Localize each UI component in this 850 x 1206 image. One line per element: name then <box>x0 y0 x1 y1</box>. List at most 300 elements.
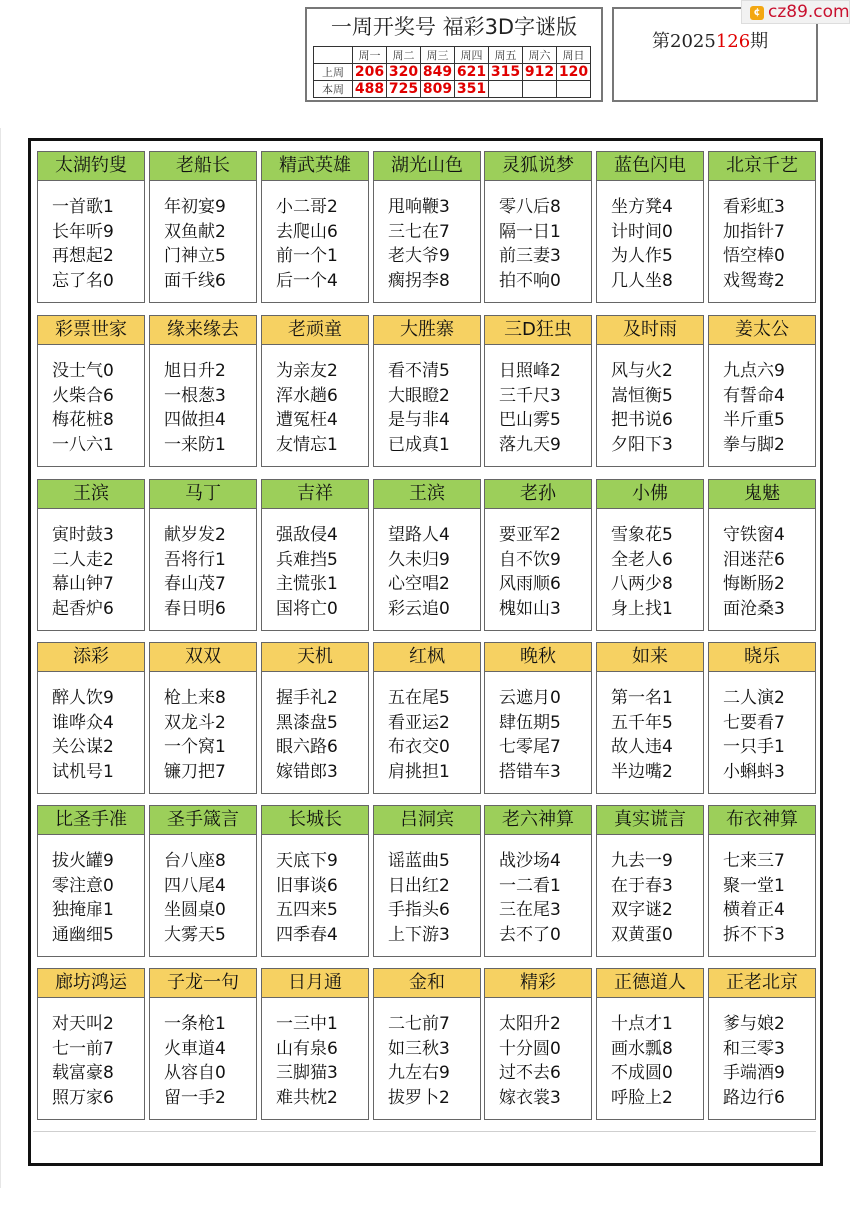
riddle-line: 试机号1 <box>52 761 114 782</box>
riddle-lines <box>150 998 256 1110</box>
riddle-lines <box>485 509 591 621</box>
card-author: 子龙一句 <box>150 969 256 998</box>
day-header: 周四 <box>455 47 489 64</box>
puzzle-card <box>373 805 481 957</box>
puzzle-card <box>708 315 816 467</box>
riddle-line: 爹与娘2 <box>723 1014 785 1034</box>
riddle-line: 计时间0 <box>611 221 673 242</box>
puzzle-card <box>708 479 816 631</box>
card-author: 比圣手准 <box>38 806 144 835</box>
puzzle-card <box>596 479 704 631</box>
result-value: 621 <box>455 64 489 81</box>
riddle-line: 嫁错郎3 <box>276 761 338 782</box>
riddle-line: 兵难挡5 <box>276 549 338 570</box>
puzzle-card <box>373 642 481 794</box>
day-header: 周日 <box>557 47 591 64</box>
card-author: 吉祥 <box>262 480 368 509</box>
riddle-line: 风雨顺6 <box>499 574 561 594</box>
riddle-line: 小二哥2 <box>276 197 338 217</box>
riddle-lines <box>374 998 480 1110</box>
riddle-line: 十点才1 <box>611 1014 673 1034</box>
riddle-line: 五千年5 <box>611 712 673 733</box>
riddle-line: 吾将行1 <box>164 549 226 570</box>
puzzle-card <box>37 805 145 957</box>
riddle-line: 过不去6 <box>499 1063 561 1083</box>
riddle-lines <box>150 672 256 784</box>
riddle-lines <box>38 345 144 457</box>
riddle-line: 二七前7 <box>388 1014 450 1034</box>
result-value <box>489 81 523 98</box>
riddle-line: 隔一日1 <box>499 221 561 242</box>
riddle-line: 画水瓢8 <box>611 1038 673 1059</box>
riddle-lines <box>38 998 144 1110</box>
riddle-line: 国将亡0 <box>276 598 338 619</box>
riddle-lines <box>597 181 703 293</box>
riddle-lines <box>374 181 480 293</box>
riddle-lines <box>38 181 144 293</box>
riddle-line: 从容自0 <box>164 1063 226 1083</box>
puzzle-card <box>37 479 145 631</box>
riddle-line: 风与火2 <box>611 361 673 381</box>
riddle-line: 坐方凳4 <box>611 197 673 217</box>
result-value <box>523 81 557 98</box>
issue-number <box>652 27 768 53</box>
puzzle-card <box>484 642 592 794</box>
riddle-line: 七零尾7 <box>499 737 561 757</box>
riddle-line: 四八尾4 <box>164 875 226 896</box>
riddle-line: 身上找1 <box>611 598 673 619</box>
riddle-line: 大雾天5 <box>164 924 226 945</box>
card-author: 鬼魅 <box>709 480 815 509</box>
riddle-lines <box>38 509 144 621</box>
riddle-line: 把书说6 <box>611 410 673 430</box>
riddle-line: 槐如山3 <box>499 598 561 619</box>
card-author: 圣手箴言 <box>150 806 256 835</box>
riddle-lines <box>374 345 480 457</box>
riddle-line: 门神立5 <box>164 246 226 266</box>
riddle-line: 九左右9 <box>388 1063 450 1083</box>
puzzle-card <box>708 642 816 794</box>
riddle-line: 遭冤枉4 <box>276 410 338 430</box>
riddle-line: 在于春3 <box>611 875 673 896</box>
riddle-line: 看亚运2 <box>388 712 450 733</box>
card-author: 灵狐说梦 <box>485 152 591 181</box>
riddle-line: 一来防1 <box>164 434 226 455</box>
puzzle-card <box>373 315 481 467</box>
riddle-line: 十分圆0 <box>499 1038 561 1059</box>
riddle-lines <box>150 345 256 457</box>
day-header: 周二 <box>387 47 421 64</box>
riddle-line: 献岁发2 <box>164 525 226 545</box>
riddle-line: 半斤重5 <box>723 410 785 430</box>
puzzle-card <box>37 642 145 794</box>
puzzle-card <box>373 968 481 1120</box>
riddle-line: 已成真1 <box>388 434 450 455</box>
riddle-lines <box>709 672 815 784</box>
riddle-line: 望路人4 <box>388 525 450 545</box>
riddle-line: 和三零3 <box>723 1038 785 1059</box>
riddle-lines <box>709 509 815 621</box>
corner-cell <box>314 47 353 64</box>
riddle-line: 长年听9 <box>52 221 114 242</box>
riddle-line: 一三中1 <box>276 1014 338 1034</box>
riddle-line: 加指针7 <box>723 221 785 242</box>
riddle-line: 再想起2 <box>52 246 114 266</box>
divider-line <box>33 1131 816 1132</box>
riddle-lines <box>374 509 480 621</box>
riddle-line: 照万家6 <box>52 1087 114 1108</box>
riddle-line: 忘了名0 <box>52 270 114 291</box>
site-watermark[interactable] <box>741 0 850 24</box>
riddle-line: 九点六9 <box>723 361 785 381</box>
card-author: 红枫 <box>374 643 480 672</box>
result-value: 315 <box>489 64 523 81</box>
riddle-lines <box>485 998 591 1110</box>
riddle-line: 三在尾3 <box>499 900 561 920</box>
riddle-line: 有誓命4 <box>723 385 785 406</box>
riddle-line: 一首歌1 <box>52 197 114 217</box>
riddle-line: 主慌张1 <box>276 574 338 594</box>
riddle-line: 是与非4 <box>388 410 450 430</box>
riddle-line: 大眼瞪2 <box>388 385 450 406</box>
riddle-line: 去不了0 <box>499 924 561 945</box>
puzzle-card <box>484 805 592 957</box>
riddle-line: 天底下9 <box>276 851 338 871</box>
riddle-line: 寅时鼓3 <box>52 525 114 545</box>
riddle-line: 面沧桑3 <box>723 598 785 619</box>
riddle-line: 聚一堂1 <box>723 875 785 896</box>
riddle-line: 旭日升2 <box>164 361 226 381</box>
puzzle-card <box>596 315 704 467</box>
puzzle-card <box>708 805 816 957</box>
card-author: 太湖钓叟 <box>38 152 144 181</box>
card-author: 精武英雄 <box>262 152 368 181</box>
day-header: 周六 <box>523 47 557 64</box>
riddle-line: 前三妻3 <box>499 246 561 266</box>
riddle-line: 春山茂7 <box>164 574 226 594</box>
riddle-line: 幕山钟7 <box>52 574 114 594</box>
riddle-line: 独掩扉1 <box>52 900 114 920</box>
this-week-row <box>314 81 591 98</box>
riddle-line: 如三秋3 <box>388 1038 450 1059</box>
riddle-line: 嫁衣裳3 <box>499 1087 561 1108</box>
riddle-line: 日出红2 <box>388 875 450 896</box>
riddle-line: 看彩虹3 <box>723 197 785 217</box>
riddle-line: 悟空棒0 <box>723 246 785 266</box>
riddle-lines <box>485 835 591 947</box>
row-label: 本周 <box>314 81 353 98</box>
riddle-line: 横着正4 <box>723 900 785 920</box>
panel-title: 一周开奖号 福彩3D字谜版 <box>330 15 578 39</box>
riddle-line: 悔断肠2 <box>723 574 785 594</box>
results-table <box>313 46 591 98</box>
card-author: 大胜寨 <box>374 316 480 345</box>
result-value: 725 <box>387 81 421 98</box>
riddle-lines <box>150 509 256 621</box>
riddle-line: 一根葱3 <box>164 385 226 406</box>
riddle-lines <box>709 835 815 947</box>
riddle-line: 关公谋2 <box>52 737 114 757</box>
card-author: 湖光山色 <box>374 152 480 181</box>
result-value: 488 <box>353 81 387 98</box>
riddle-line: 甩响鞭3 <box>388 197 450 217</box>
riddle-lines <box>38 672 144 784</box>
riddle-line: 拔罗卜2 <box>388 1087 450 1108</box>
riddle-line: 载富豪8 <box>52 1063 114 1083</box>
puzzle-card <box>484 151 592 303</box>
puzzle-card <box>261 315 369 467</box>
puzzle-card <box>37 968 145 1120</box>
card-author: 如来 <box>597 643 703 672</box>
riddle-lines <box>597 509 703 621</box>
riddle-line: 对天叫2 <box>52 1014 114 1034</box>
riddle-line: 七来三7 <box>723 851 785 871</box>
riddle-line: 手端酒9 <box>723 1063 785 1083</box>
puzzle-card <box>261 479 369 631</box>
riddle-line: 手指头6 <box>388 900 450 920</box>
riddle-line: 呼脸上2 <box>611 1087 673 1108</box>
card-author: 老船长 <box>150 152 256 181</box>
riddle-line: 雪象花5 <box>611 525 673 545</box>
riddle-line: 一条枪1 <box>164 1014 226 1034</box>
riddle-line: 守铁窗4 <box>723 525 785 545</box>
card-author: 蓝色闪电 <box>597 152 703 181</box>
riddle-line: 三七在7 <box>388 221 450 242</box>
riddle-line: 台八座8 <box>164 851 226 871</box>
puzzle-card <box>373 479 481 631</box>
riddle-lines <box>597 998 703 1110</box>
riddle-line: 一只手1 <box>723 737 785 757</box>
riddle-line: 不成圆0 <box>611 1063 673 1083</box>
issue-suffix: 期 <box>750 31 769 52</box>
riddle-line: 友情忘1 <box>276 434 338 455</box>
riddle-lines <box>597 672 703 784</box>
puzzle-card <box>596 805 704 957</box>
card-author: 真实谎言 <box>597 806 703 835</box>
riddle-line: 三千尺3 <box>499 385 561 406</box>
riddle-lines <box>709 345 815 457</box>
riddle-lines <box>262 345 368 457</box>
riddle-line: 拳与脚2 <box>723 434 785 455</box>
riddle-line: 夕阳下3 <box>611 434 673 455</box>
weekly-results-panel <box>305 7 603 102</box>
riddle-line: 战沙场4 <box>499 851 561 871</box>
riddle-line: 瘸拐李8 <box>388 270 450 291</box>
result-value: 120 <box>557 64 591 81</box>
riddle-lines <box>597 345 703 457</box>
card-author: 金和 <box>374 969 480 998</box>
card-author: 王滨 <box>38 480 144 509</box>
puzzle-card <box>149 151 257 303</box>
card-author: 精彩 <box>485 969 591 998</box>
puzzle-card <box>261 968 369 1120</box>
riddle-lines <box>374 672 480 784</box>
riddle-line: 自不饮9 <box>499 549 561 570</box>
riddle-line: 握手礼2 <box>276 688 338 708</box>
card-author: 正德道人 <box>597 969 703 998</box>
riddle-line: 久未归9 <box>388 549 450 570</box>
riddle-line: 拆不下3 <box>723 924 785 945</box>
puzzle-card <box>596 151 704 303</box>
issue-number-value: 126 <box>715 31 751 52</box>
result-value: 206 <box>353 64 387 81</box>
riddle-line: 双龙斗2 <box>164 712 226 733</box>
puzzle-card <box>149 642 257 794</box>
riddle-line: 一八六1 <box>52 434 114 455</box>
riddle-line: 七要看7 <box>723 712 785 733</box>
riddle-line: 泪迷茫6 <box>723 549 785 570</box>
puzzle-card <box>484 479 592 631</box>
riddle-lines <box>485 345 591 457</box>
riddle-line: 二人演2 <box>723 688 785 708</box>
card-author: 天机 <box>262 643 368 672</box>
last-week-row <box>314 64 591 81</box>
left-edge-line <box>0 128 1 1188</box>
card-author: 及时雨 <box>597 316 703 345</box>
riddle-line: 七一前7 <box>52 1038 114 1059</box>
puzzle-card <box>149 479 257 631</box>
card-author: 布衣神算 <box>709 806 815 835</box>
days-row <box>314 47 591 64</box>
result-value: 809 <box>421 81 455 98</box>
puzzle-card <box>149 315 257 467</box>
puzzle-card <box>149 805 257 957</box>
card-author: 正老北京 <box>709 969 815 998</box>
riddle-lines <box>150 835 256 947</box>
riddle-line: 几人坐8 <box>611 270 673 291</box>
riddle-line: 难共枕2 <box>276 1087 338 1108</box>
card-author: 日月通 <box>262 969 368 998</box>
puzzle-card <box>708 151 816 303</box>
riddle-line: 要亚军2 <box>499 525 561 545</box>
riddle-lines <box>374 835 480 947</box>
card-author: 彩票世家 <box>38 316 144 345</box>
riddle-line: 谣蓝曲5 <box>388 851 450 871</box>
puzzle-card <box>596 642 704 794</box>
card-author: 马丁 <box>150 480 256 509</box>
riddle-line: 枪上来8 <box>164 688 226 708</box>
riddle-line: 面千线6 <box>164 270 226 291</box>
result-value: 912 <box>523 64 557 81</box>
riddle-line: 梅花桩8 <box>52 410 114 430</box>
card-author: 吕洞宾 <box>374 806 480 835</box>
card-author: 北京千艺 <box>709 152 815 181</box>
riddle-line: 起香炉6 <box>52 598 114 619</box>
card-author: 添彩 <box>38 643 144 672</box>
riddle-line: 肩挑担1 <box>388 761 450 782</box>
riddle-lines <box>38 835 144 947</box>
riddle-line: 彩云追0 <box>388 598 450 619</box>
coin-icon: ¢ <box>750 6 764 20</box>
card-author: 王滨 <box>374 480 480 509</box>
riddle-line: 布衣交0 <box>388 737 450 757</box>
riddle-line: 一个窝1 <box>164 737 226 757</box>
card-author: 双双 <box>150 643 256 672</box>
puzzle-card <box>149 968 257 1120</box>
card-author: 老孙 <box>485 480 591 509</box>
riddle-line: 肆伍期5 <box>499 712 561 733</box>
card-author: 缘来缘去 <box>150 316 256 345</box>
puzzle-card <box>484 315 592 467</box>
day-header: 周五 <box>489 47 523 64</box>
card-author: 三D狂虫 <box>485 316 591 345</box>
riddle-line: 看不清5 <box>388 361 450 381</box>
puzzle-card <box>373 151 481 303</box>
riddle-line: 日照峰2 <box>499 361 561 381</box>
riddle-line: 太阳升2 <box>499 1014 561 1034</box>
result-value <box>557 81 591 98</box>
riddle-line: 路边行6 <box>723 1087 785 1108</box>
riddle-line: 浑水趟6 <box>276 385 338 406</box>
riddle-line: 山有泉6 <box>276 1038 338 1059</box>
riddle-line: 留一手2 <box>164 1087 226 1108</box>
riddle-line: 五在尾5 <box>388 688 450 708</box>
riddle-line: 二人走2 <box>52 549 114 570</box>
riddle-line: 巴山雾5 <box>499 410 561 430</box>
riddle-line: 春日明6 <box>164 598 226 619</box>
card-author: 小佛 <box>597 480 703 509</box>
riddle-line: 四季春4 <box>276 924 338 945</box>
riddle-line: 四做担4 <box>164 410 226 430</box>
puzzle-card <box>261 151 369 303</box>
riddle-line: 拔火罐9 <box>52 851 114 871</box>
riddle-line: 一二看1 <box>499 875 561 896</box>
riddle-lines <box>709 998 815 1110</box>
riddle-lines <box>262 998 368 1110</box>
riddle-line: 九去一9 <box>611 851 673 871</box>
riddle-line: 强敌侵4 <box>276 525 338 545</box>
riddle-line: 为亲友2 <box>276 361 338 381</box>
riddle-line: 心空唱2 <box>388 574 450 594</box>
row-label: 上周 <box>314 64 353 81</box>
riddle-line: 坐圆桌0 <box>164 900 226 920</box>
riddle-line: 通幽细5 <box>52 924 114 945</box>
card-author: 姜太公 <box>709 316 815 345</box>
riddle-line: 五四来5 <box>276 900 338 920</box>
riddle-line: 前一个1 <box>276 246 338 266</box>
riddle-lines <box>262 509 368 621</box>
riddle-line: 醉人饮9 <box>52 688 114 708</box>
riddle-line: 第一名1 <box>611 688 673 708</box>
riddle-line: 老大爷9 <box>388 246 450 266</box>
riddle-line: 落九天9 <box>499 434 561 455</box>
riddle-line: 眼六路6 <box>276 737 338 757</box>
riddle-line: 双鱼献2 <box>164 221 226 242</box>
result-value: 849 <box>421 64 455 81</box>
riddle-line: 全老人6 <box>611 549 673 570</box>
riddle-lines <box>485 672 591 784</box>
riddle-lines <box>597 835 703 947</box>
card-author: 廊坊鸿运 <box>38 969 144 998</box>
puzzle-card <box>484 968 592 1120</box>
puzzle-card <box>261 805 369 957</box>
riddle-line: 后一个4 <box>276 270 338 291</box>
riddle-line: 八两少8 <box>611 574 673 594</box>
riddle-line: 上下游3 <box>388 924 450 945</box>
riddle-lines <box>150 181 256 293</box>
riddle-line: 三脚猫3 <box>276 1063 338 1083</box>
puzzle-card <box>37 315 145 467</box>
riddle-line: 去爬山6 <box>276 221 338 242</box>
riddle-line: 嵩恒衡5 <box>611 385 673 406</box>
card-author: 晓乐 <box>709 643 815 672</box>
riddle-line: 镰刀把7 <box>164 761 226 782</box>
riddle-line: 搭错车3 <box>499 761 561 782</box>
riddle-lines <box>485 181 591 293</box>
riddle-lines <box>262 181 368 293</box>
riddle-line: 零注意0 <box>52 875 114 896</box>
riddle-line: 火車道4 <box>164 1038 226 1059</box>
